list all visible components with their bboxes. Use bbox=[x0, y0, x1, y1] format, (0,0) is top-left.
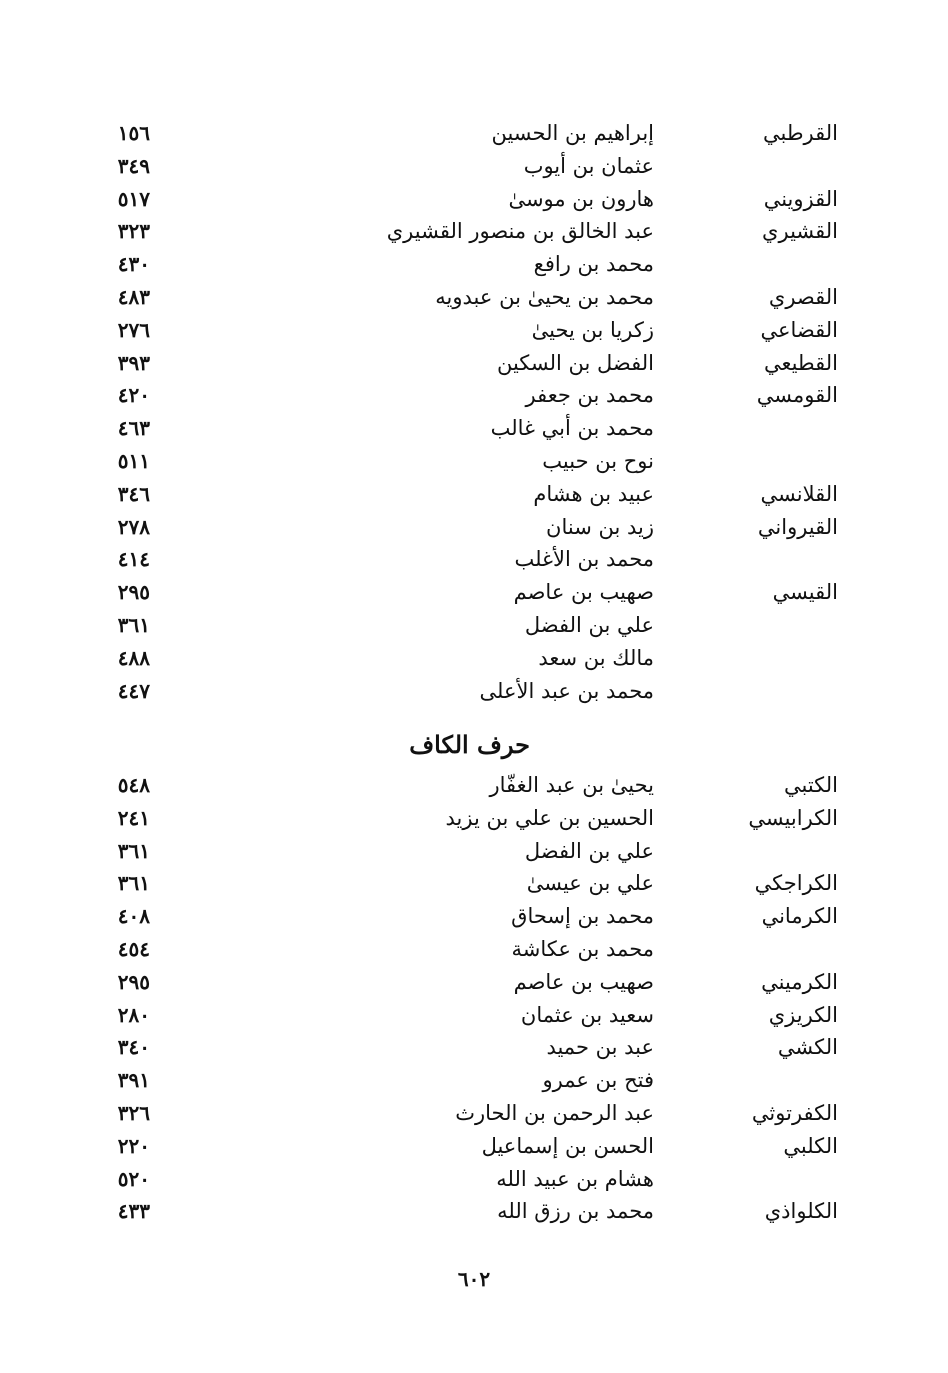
entry-name: زكريا بن يحيىٰ bbox=[531, 317, 654, 342]
index-entry bbox=[0, 802, 948, 834]
index-entry bbox=[0, 867, 948, 899]
entry-name: زيد بن سنان bbox=[546, 514, 654, 539]
entry-nisba: القصري bbox=[768, 285, 838, 309]
index-entry bbox=[0, 576, 948, 608]
index-entry bbox=[0, 150, 948, 182]
index-entry bbox=[0, 900, 948, 932]
entry-page-number: ٢٢٠ bbox=[117, 1133, 150, 1158]
entry-nisba: الكريزي bbox=[768, 1002, 838, 1027]
entry-page-number: ٣٤٠ bbox=[117, 1035, 150, 1060]
entry-page-number: ٤١٤ bbox=[117, 547, 150, 572]
entry-nisba: الكفرتوثي bbox=[751, 1101, 838, 1125]
entry-nisba: القطيعي bbox=[763, 350, 838, 375]
entry-name: يحيىٰ بن عبد الغفّار bbox=[489, 773, 654, 797]
entry-nisba: الكلواذي bbox=[764, 1199, 838, 1224]
entry-name: محمد بن رافع bbox=[533, 252, 654, 277]
entry-name: محمد بن أبي غالب bbox=[490, 416, 654, 441]
index-entry bbox=[0, 675, 948, 707]
index-entry bbox=[0, 642, 948, 674]
entry-name: عبد الخالق بن منصور القشيري bbox=[386, 219, 654, 244]
entry-name: علي بن عيسىٰ bbox=[526, 871, 654, 896]
entry-nisba: القشيري bbox=[762, 219, 838, 244]
index-entry bbox=[0, 248, 948, 280]
page-number: ٦٠٢ bbox=[457, 1267, 491, 1291]
entry-name: عبد بن حميد bbox=[546, 1035, 654, 1060]
entry-nisba: القلانسي bbox=[760, 481, 838, 506]
index-entry bbox=[0, 117, 948, 149]
entry-name: محمد بن عكاشة bbox=[511, 937, 654, 961]
index-entry bbox=[0, 314, 948, 346]
index-entry bbox=[0, 281, 948, 313]
entry-name: إبراهيم بن الحسين bbox=[491, 121, 654, 145]
entry-page-number: ٤٢٠ bbox=[117, 383, 150, 408]
index-entry bbox=[0, 609, 948, 641]
entry-page-number: ٥٢٠ bbox=[117, 1166, 150, 1191]
entry-page-number: ٤٣٣ bbox=[117, 1199, 150, 1224]
entry-nisba: القضاعي bbox=[760, 317, 838, 342]
index-entry bbox=[0, 347, 948, 379]
entry-page-number: ٣٤٦ bbox=[117, 481, 150, 506]
entry-name: محمد بن رزق الله bbox=[497, 1199, 654, 1224]
index-entry bbox=[0, 215, 948, 247]
entry-name: علي بن الفضل bbox=[524, 613, 654, 637]
entry-page-number: ٣٦١ bbox=[117, 613, 150, 637]
entry-nisba: الكتبي bbox=[783, 773, 838, 797]
entry-page-number: ٢٨٠ bbox=[117, 1002, 150, 1027]
entry-name: عبد الرحمن بن الحارث bbox=[455, 1101, 654, 1125]
entry-name: الفضل بن السكين bbox=[496, 350, 654, 375]
entry-page-number: ٣٦١ bbox=[117, 871, 150, 896]
index-entry bbox=[0, 543, 948, 575]
index-entry bbox=[0, 999, 948, 1031]
index-entry bbox=[0, 1031, 948, 1063]
index-entry bbox=[0, 379, 948, 411]
entry-page-number: ٤٨٨ bbox=[117, 645, 150, 670]
entry-name: مالك بن سعد bbox=[538, 645, 654, 670]
entry-page-number: ٥٤٨ bbox=[117, 773, 150, 797]
entry-page-number: ٢٤١ bbox=[117, 805, 150, 830]
entry-page-number: ٣٢٣ bbox=[117, 219, 150, 244]
index-entry bbox=[0, 1195, 948, 1227]
entry-name: الحسين بن علي بن يزيد bbox=[445, 805, 654, 830]
entry-page-number: ٢٧٦ bbox=[117, 317, 150, 342]
index-entry bbox=[0, 966, 948, 998]
index-entry bbox=[0, 445, 948, 477]
index-entry bbox=[0, 412, 948, 444]
entry-name: محمد بن يحيىٰ بن عبدويه bbox=[435, 285, 654, 309]
entry-name: الحسن بن إسماعيل bbox=[481, 1133, 654, 1158]
index-entry bbox=[0, 511, 948, 543]
entry-page-number: ٤٣٠ bbox=[117, 252, 150, 277]
entry-page-number: ٤٥٤ bbox=[117, 937, 150, 961]
entry-name: محمد بن عبد الأعلى bbox=[479, 678, 654, 703]
entry-nisba: القرطبي bbox=[763, 121, 838, 145]
entry-name: هشام بن عبيد الله bbox=[496, 1166, 654, 1191]
index-entry bbox=[0, 1097, 948, 1129]
entry-name: عبيد بن هشام bbox=[533, 481, 654, 506]
entry-nisba: القيرواني bbox=[757, 514, 838, 539]
entry-page-number: ٣٩١ bbox=[117, 1068, 150, 1093]
entry-nisba: الكرماني bbox=[761, 904, 838, 929]
entry-page-number: ٣٤٩ bbox=[117, 153, 150, 178]
entry-page-number: ٣٦١ bbox=[117, 838, 150, 863]
entry-page-number: ٢٧٨ bbox=[117, 514, 150, 539]
index-entry bbox=[0, 478, 948, 510]
entry-name: محمد بن الأغلب bbox=[514, 547, 654, 572]
entry-page-number: ٣٢٦ bbox=[117, 1101, 150, 1125]
entry-page-number: ٤٨٣ bbox=[117, 285, 150, 309]
entry-nisba: الكلبي bbox=[783, 1133, 838, 1158]
entry-page-number: ١٥٦ bbox=[117, 121, 150, 145]
entry-page-number: ٥١٧ bbox=[117, 186, 150, 211]
entry-name: سعيد بن عثمان bbox=[520, 1002, 654, 1027]
entry-name: فتح بن عمرو bbox=[542, 1068, 654, 1093]
index-entry bbox=[0, 183, 948, 215]
entry-name: نوح بن حبيب bbox=[542, 449, 654, 473]
entry-nisba: الكرميني bbox=[761, 969, 838, 994]
entry-nisba: القومسي bbox=[756, 383, 838, 408]
entry-nisba: الكرابيسي bbox=[748, 805, 838, 830]
entry-page-number: ٢٩٥ bbox=[117, 580, 150, 605]
entry-name: عثمان بن أيوب bbox=[523, 153, 654, 178]
entry-name: صهيب بن عاصم bbox=[513, 580, 654, 605]
entry-nisba: الكشي bbox=[777, 1035, 838, 1060]
entry-page-number: ٥١١ bbox=[117, 449, 150, 473]
entry-nisba: القزويني bbox=[763, 186, 838, 211]
index-entry bbox=[0, 835, 948, 867]
entry-nisba: الكراجكي bbox=[754, 871, 838, 896]
index-entry bbox=[0, 1064, 948, 1096]
entry-name: محمد بن إسحاق bbox=[511, 904, 654, 929]
index-entry bbox=[0, 1163, 948, 1195]
index-entry bbox=[0, 769, 948, 801]
index-entry bbox=[0, 1130, 948, 1162]
index-entry bbox=[0, 933, 948, 965]
entry-page-number: ٤٦٣ bbox=[117, 416, 150, 441]
entry-page-number: ٤٠٨ bbox=[117, 904, 150, 929]
entry-nisba: القيسي bbox=[772, 580, 838, 605]
entry-page-number: ٤٤٧ bbox=[117, 678, 150, 703]
entry-name: محمد بن جعفر bbox=[525, 383, 654, 408]
entry-name: صهيب بن عاصم bbox=[513, 969, 654, 994]
entry-name: هارون بن موسىٰ bbox=[508, 186, 654, 211]
entry-page-number: ٣٩٣ bbox=[117, 350, 150, 375]
section-heading-text: حرف الكاف bbox=[409, 730, 530, 759]
entry-name: علي بن الفضل bbox=[524, 838, 654, 863]
entry-page-number: ٢٩٥ bbox=[117, 969, 150, 994]
